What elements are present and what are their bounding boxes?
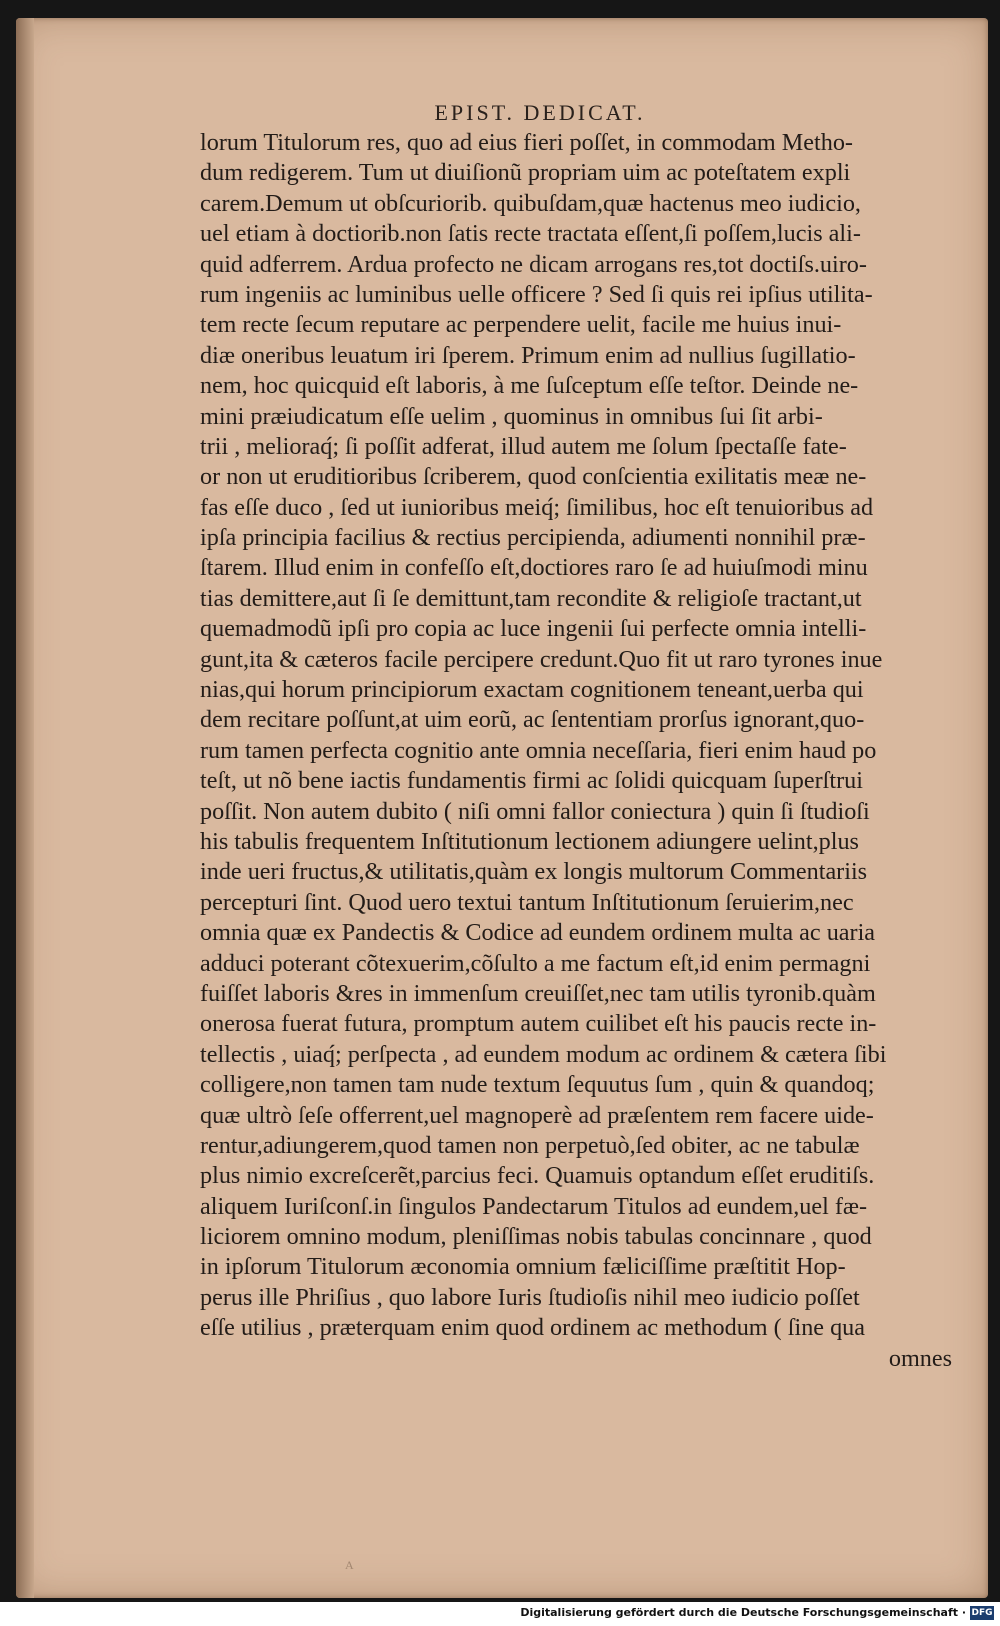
text-line: ipſa principia facilius & rectius percipienda, adiumenti nonnihil præ- <box>200 524 866 552</box>
text-line: teſt, ut nõ bene iactis fundamentis firmi ac ſolidi quicquam ſuperſtrui <box>200 767 863 795</box>
text-line: nem, hoc quicquid eſt laboris, à me ſuſceptum eſſe teſtor. Deinde ne- <box>200 372 859 400</box>
text-line: quæ ultrò ſeſe offerrent,uel magnoperè ad præſentem rem facere uide- <box>200 1101 874 1129</box>
text-line: diæ oneribus leuatum iri ſperem. Primum enim ad nullius ſugillatio- <box>200 341 856 369</box>
funding-credit: Digitalisierung gefördert durch die Deutsche Forschungsgemeinschaft · <box>520 1606 966 1619</box>
text-line: rentur,adiungerem,quod tamen non perpetuò,ſed obiter, ac ne tabulæ <box>200 1131 860 1159</box>
text-line: gunt,ita & cæteros facile percipere credunt.Quo fit ut raro tyrones inue <box>200 645 883 673</box>
text-line: rum tamen perfecta cognitio ante omnia neceſſaria, fieri enim haud po <box>200 736 877 764</box>
text-line: fas eſſe duco , ſed ut iunioribus meiq́; ſimilibus, hoc eſt tenuioribus ad <box>200 493 874 521</box>
text-line: uel etiam à doctiorib.non ſatis recte tractata eſſent,ſi poſſem,lucis ali- <box>200 220 861 248</box>
text-line: rum ingeniis ac luminibus uelle officere ? Sed ſi quis rei ipſius utilita- <box>200 280 873 308</box>
text-line: omnia quæ ex Pandectis & Codice ad eundem ordinem multa ac uaria <box>200 919 876 947</box>
text-line: dem recitare poſſunt,at uim eorũ, ac ſententiam prorſus ignorant,quo- <box>200 706 865 734</box>
footer-bar <box>0 1602 1000 1626</box>
text-line: his tabulis frequentem Inſtitutionum lectionem adiungere uelint,plus <box>200 827 859 855</box>
text-line: in ipſorum Titulorum æconomia omnium fæliciſſime præſtitit Hop- <box>200 1253 846 1281</box>
text-line: liciorem omnino modum, pleniſſimas nobis tabulas concinnare , quod <box>200 1223 872 1251</box>
text-line: colligere,non tamen tam nude textum ſequutus ſum , quin & quandoq; <box>200 1071 875 1099</box>
text-line: lorum Titulorum res, quo ad eius fieri poſſet, in commodam Metho- <box>200 129 853 156</box>
text-line: nias,qui horum principiorum exactam cognitionem teneant,uerba qui <box>200 676 864 704</box>
text-line: perus ille Phriſius , quo labore Iuris ſtudioſis nihil meo iudicio poſſet <box>200 1283 860 1311</box>
text-line: or non ut eruditioribus ſcriberem, quod conſcientia exilitatis meæ ne- <box>200 463 867 491</box>
text-line: tem recte ſecum reputare ac perpendere uelit, facile me huius inui- <box>200 311 842 339</box>
dfg-logo-icon: DFG <box>971 1608 993 1618</box>
text-line: percepturi ſint. Quod uero textui tantum Inſtitutionum ſeruierim,nec <box>200 888 854 916</box>
text-line: quemadmodũ ipſi pro copia ac luce ingenii ſui perfecte omnia intelli- <box>200 615 867 643</box>
text-line: carem.Demum ut obſcuriorib. quibuſdam,quæ hactenus meo iudicio, <box>200 189 861 217</box>
catchword: omnes <box>888 1344 952 1372</box>
signature-mark: A <box>345 1558 358 1572</box>
text-line: quid adferrem. Ardua profecto ne dicam arrogans res,tot doctiſs.uiro- <box>200 250 867 278</box>
text-line: ſtarem. Illud enim in confeſſo eſt,doctiores raro ſe ad huiuſmodi minu <box>200 554 868 582</box>
text-line: poſſit. Non autem dubito ( niſi omni fallor coniectura ) quin ſi ſtudioſi <box>200 797 870 825</box>
text-line: fuiſſet laboris &res in immenſum creuiſſet,nec tam utilis tyronib.quàm <box>200 979 876 1007</box>
body-text <box>200 128 952 1374</box>
text-line: tias demittere,aut ſi ſe demittunt,tam recondite & religioſe tractant,ut <box>200 584 862 612</box>
text-line: onerosa fuerat futura, promptum autem cuilibet eſt his paucis recte in- <box>200 1010 877 1038</box>
text-line: tellectis , uiaq́; perſpecta , ad eundem modum ac ordinem & cætera ſibi <box>200 1040 887 1068</box>
text-line: dum redigerem. Tum ut diuiſionũ propriam uim ac poteſtatem expli <box>200 159 851 187</box>
text-line: inde ueri fructus,& utilitatis,quàm ex longis multorum Commentariis <box>200 858 868 886</box>
text-line: plus nimio excreſcerẽt,parcius feci. Quamuis optandum eſſet eruditiſs. <box>200 1162 875 1190</box>
text-line: aliquem Iuriſconſ.in ſingulos Pandectarum Titulos ad eundem,uel fæ- <box>200 1192 868 1220</box>
running-head: EPIST. DEDICAT. <box>434 100 646 125</box>
text-line: eſſe utilius , præterquam enim quod ordinem ac methodum ( ſine qua <box>200 1314 866 1342</box>
text-line: trii , melioraq́; ſi poſſit adferat, illud autem me ſolum ſpectaſſe fate- <box>200 432 847 460</box>
text-line: mini præiudicatum eſſe uelim , quominus in omnibus ſui ſit arbi- <box>200 402 823 430</box>
text-line: adduci poterant cõtexuerim,cõſulto a me factum eſt,id enim permagni <box>200 949 871 977</box>
page-gutter <box>16 18 34 1598</box>
